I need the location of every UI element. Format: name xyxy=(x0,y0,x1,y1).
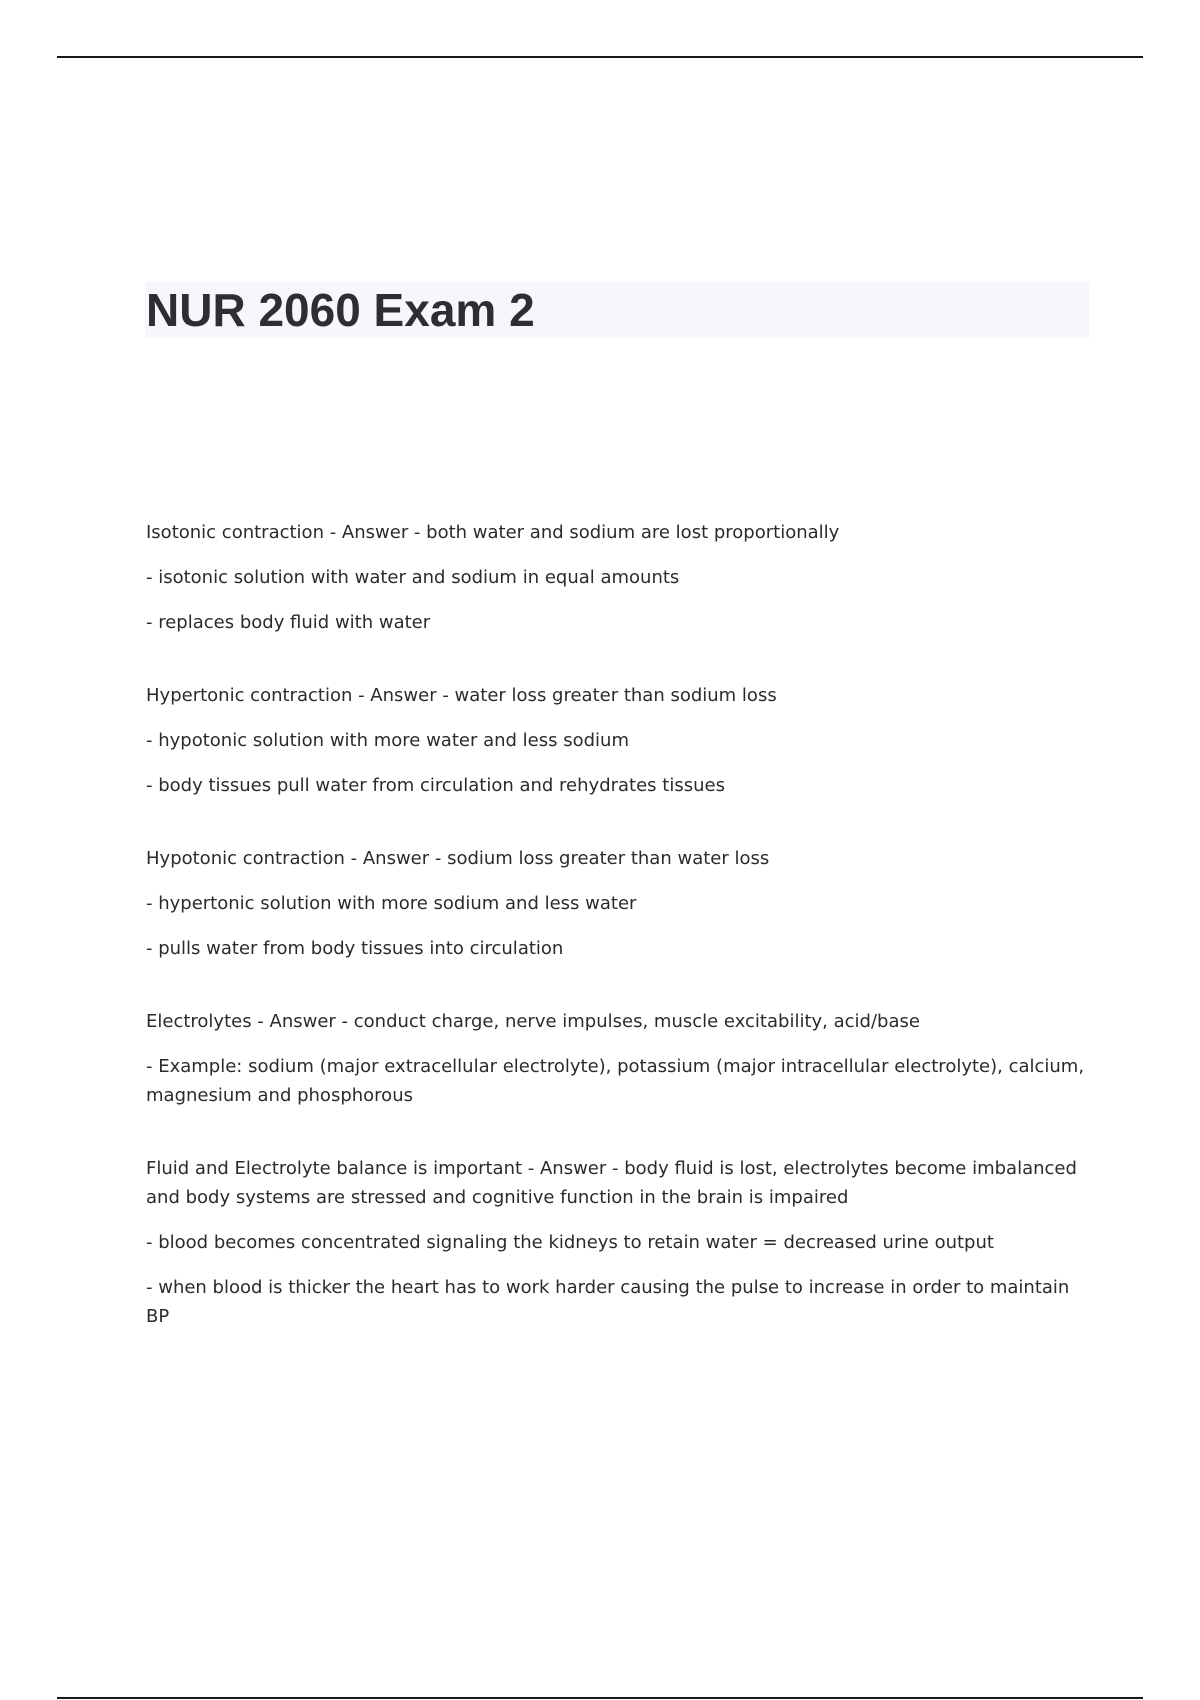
bottom-rule xyxy=(57,1697,1143,1699)
qa-entry-fluid-balance xyxy=(146,1154,1086,1331)
entry-detail: - Example: sodium (major extracellular electrolyte), potassium (major intracellular electrolyte), calcium, magnesium and phosphorous xyxy=(146,1056,1085,1106)
entry-detail: - hypertonic solution with more sodium and less water xyxy=(146,893,637,914)
entry-detail: - replaces body fluid with water xyxy=(146,612,431,633)
qa-entry-hypotonic xyxy=(146,844,1086,963)
entry-question: Hypertonic contraction - Answer - water loss greater than sodium loss xyxy=(146,685,777,706)
page-title: NUR 2060 Exam 2 xyxy=(146,284,535,336)
entry-question: Isotonic contraction - Answer - both water and sodium are lost proportionally xyxy=(146,522,840,543)
qa-entry-isotonic xyxy=(146,518,1086,637)
entry-detail: - hypotonic solution with more water and less sodium xyxy=(146,730,629,751)
entry-question: Fluid and Electrolyte balance is important - Answer - body fluid is lost, electrolytes become imbalanced and body systems are stressed and cognitive function in the brain is impaired xyxy=(146,1158,1077,1208)
entry-detail: - isotonic solution with water and sodium in equal amounts xyxy=(146,567,680,588)
entry-detail: - body tissues pull water from circulation and rehydrates tissues xyxy=(146,775,725,796)
qa-entry-hypertonic xyxy=(146,681,1086,800)
entry-question: Electrolytes - Answer - conduct charge, nerve impulses, muscle excitability, acid/base xyxy=(146,1011,920,1032)
entry-detail: - when blood is thicker the heart has to work harder causing the pulse to increase in order to maintain BP xyxy=(146,1277,1070,1327)
top-rule xyxy=(57,56,1143,58)
qa-entry-electrolytes xyxy=(146,1007,1086,1110)
document-body xyxy=(146,518,1086,1375)
entry-question: Hypotonic contraction - Answer - sodium loss greater than water loss xyxy=(146,848,770,869)
entry-detail: - pulls water from body tissues into circulation xyxy=(146,938,564,959)
entry-detail: - blood becomes concentrated signaling the kidneys to retain water = decreased urine output xyxy=(146,1232,994,1253)
